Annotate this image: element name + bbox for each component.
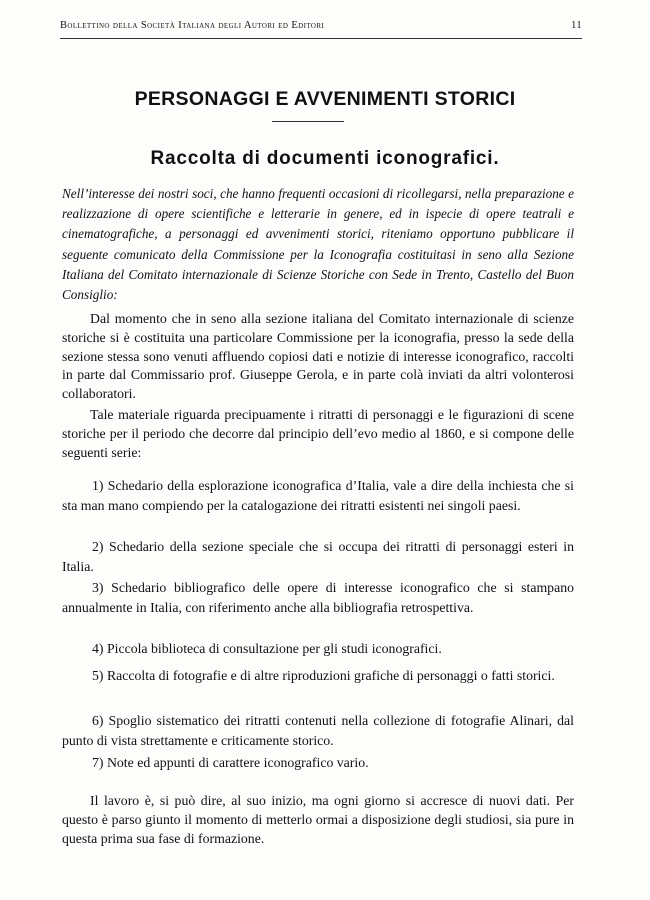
title-divider <box>272 121 344 122</box>
list-item: 1) Schedario della esplorazione iconografica d’Italia, vale a dire della inchiesta che si sta man mano compiendo per la catalogazione dei ritratti esistenti nei singoli paesi. <box>62 478 574 513</box>
page-number: 11 <box>571 20 582 31</box>
running-header <box>60 20 582 36</box>
paragraph-2: Tale materiale riguarda precipuamente i ritratti di personaggi e le figurazioni di scene storiche per il periodo che decorre dal principio dell’evo medio al 1860, e si compone delle seguenti serie: <box>62 407 574 460</box>
section-title: PERSONAGGI E AVVENIMENTI STORICI <box>134 88 516 110</box>
running-title: Bollettino della Società Italiana degli Autori ed Editori <box>60 20 325 31</box>
paragraph-1: Dal momento che in seno alla sezione italiana del Comitato internazionale di scienze storiche si è costituita una particolare Commissione per la iconografia, presso la sede della sezione stessa sono venuti affluendo copiosi dati e notizie di interesse iconografico, raccolti in parte dal Commissario prof. Giuseppe Gerola, e in parte colà inviati da altri volonterosi collaboratori. <box>62 311 574 402</box>
list-item: 7) Note ed appunti di carattere iconografico vario. <box>92 755 369 770</box>
intro-paragraph: Nell’interesse dei nostri soci, che hanno frequenti occasioni di ricollegarsi, nella preparazione e realizzazione di opere scientifiche e letterarie in genere, ed in ispecie di opere teatrali e cinematografiche, a personaggi ed avvenimenti storici, riteniamo opportuno pubblicare il seguente comunicato della Commissione per la Iconografia costituitasi in seno alla Sezione Italiana del Comitato internazionale di Scienze Storiche con Sede in Trento, Castello del Buon Consiglio: <box>62 186 574 303</box>
list-item: 3) Schedario bibliografico delle opere di interesse iconografico che si stampano annualmente in Italia, con riferimento anche alla bibliografia retrospettiva. <box>62 580 574 615</box>
paragraph-3: Il lavoro è, si può dire, al suo inizio, ma ogni giorno si accresce di nuovi dati. Per questo è parso giunto il momento di metterlo ormai a disposizione degli studiosi, sia pure in questa prima sua fase di formazione. <box>62 793 574 846</box>
list-item: 5) Raccolta di fotografie e di altre riproduzioni grafiche di personaggi o fatti storici. <box>92 668 555 683</box>
header-rule <box>60 38 582 39</box>
list-item: 6) Spoglio sistematico dei ritratti contenuti nella collezione di fotografie Alinari, dal punto di vista strettamente e criticamente storico. <box>62 713 574 748</box>
list-item: 2) Schedario della sezione speciale che si occupa dei ritratti di personaggi esteri in Italia. <box>62 539 574 574</box>
list-item: 4) Piccola biblioteca di consultazione per gli studi iconografici. <box>92 641 442 656</box>
article-subtitle: Raccolta di documenti iconografici. <box>150 148 500 169</box>
